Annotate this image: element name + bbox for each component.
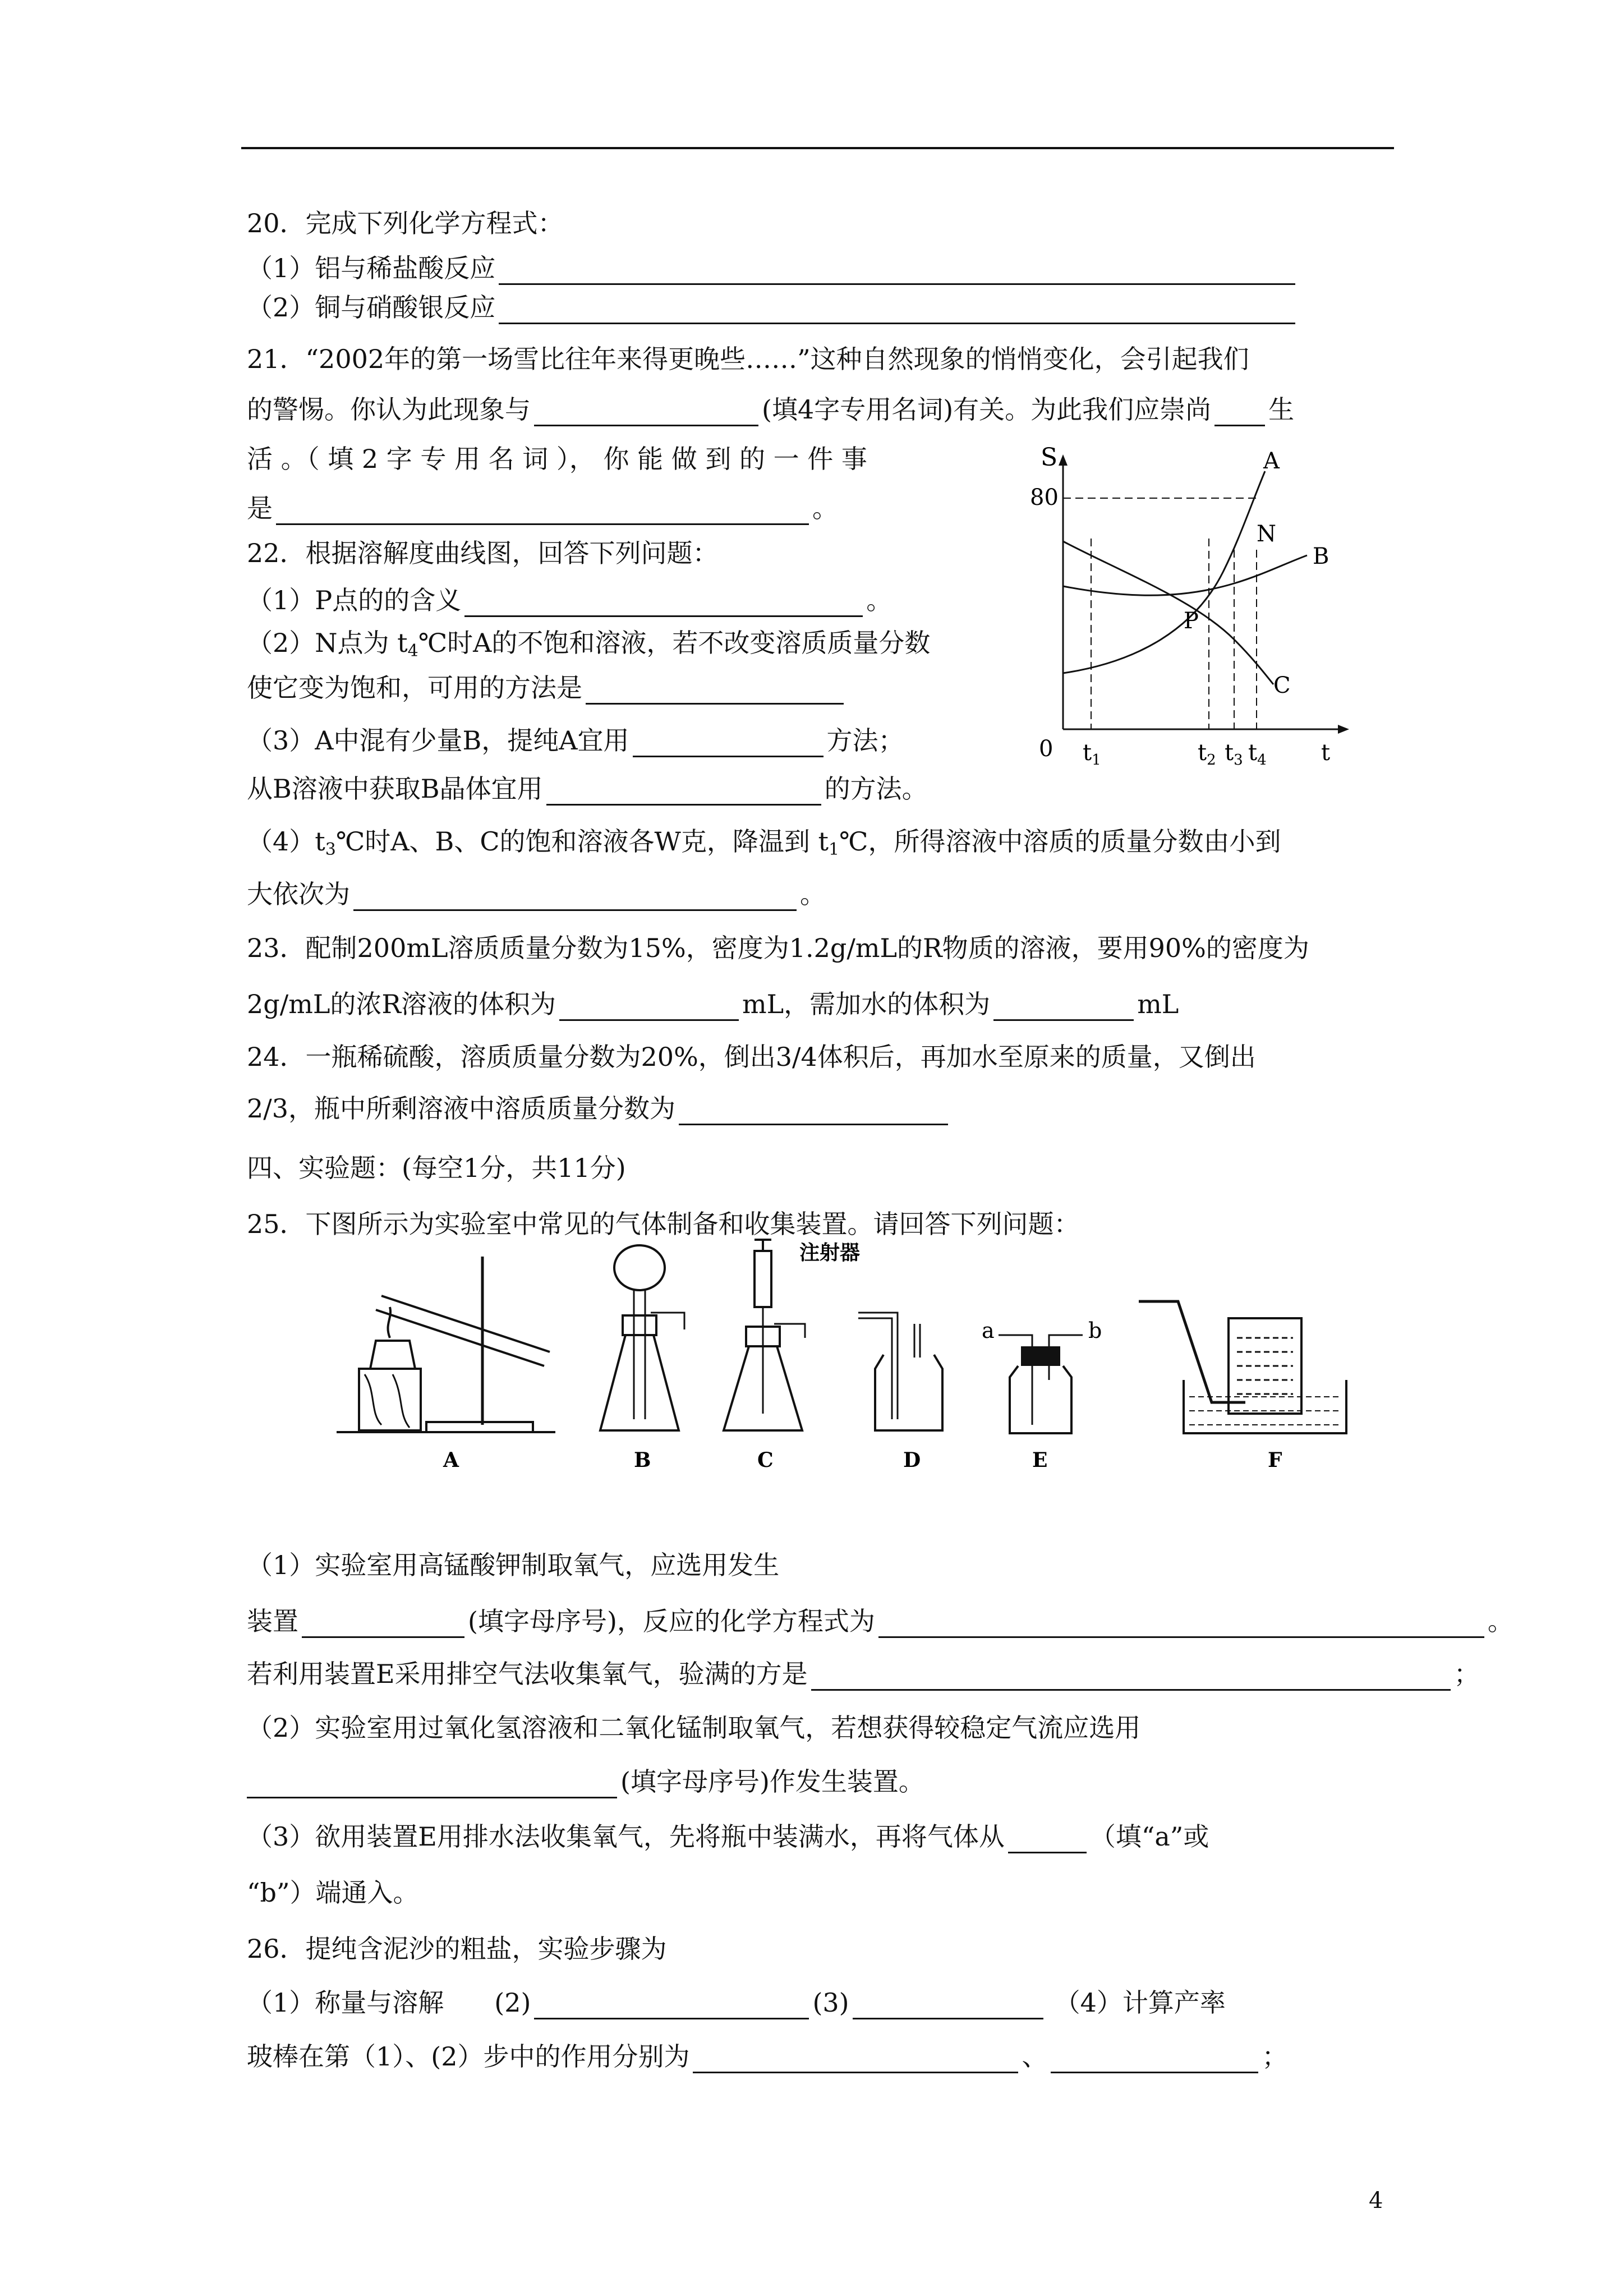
answer-blank[interactable] (811, 1661, 1451, 1691)
q25-part2-cont: (填字母序号)作发生装置。 (247, 1765, 924, 1798)
q20-part1: （1）铝与稀盐酸反应 (247, 251, 1299, 285)
q22-title: 22．根据溶解度曲线图，回答下列问题： (247, 538, 719, 568)
apparatus-label-e: E (1032, 1448, 1048, 1472)
answer-blank[interactable] (534, 1990, 809, 2019)
q22-part2: （2）N点为 $t_4℃$时A的不饱和溶液，若不改变溶质质量分数 (247, 628, 931, 661)
answer-blank[interactable] (878, 1608, 1484, 1638)
q22-part2-cont: 使它变为饱和，可用的方法是 (247, 671, 847, 705)
q25-part1: （1）实验室用高锰酸钾制取氧气，应选用发生 (247, 1550, 780, 1580)
curve-c-label: C (1273, 673, 1291, 698)
tube-label-b: b (1088, 1318, 1102, 1343)
section-4-heading: 四、实验题：(每空1分，共11分) (247, 1153, 626, 1183)
q26-steps: （1）称量与溶解 (2) (3) （4）计算产率 (247, 1986, 1226, 2019)
answer-blank[interactable] (302, 1608, 464, 1638)
apparatus-label-d: D (903, 1448, 921, 1472)
apparatus-e (999, 1335, 1083, 1433)
syringe-label: 注射器 (799, 1241, 861, 1264)
answer-blank[interactable] (276, 495, 809, 525)
q26-rod-usage: 玻棒在第（1）、(2）步中的作用分别为 、 ； (247, 2040, 1287, 2073)
curve-a-label: A (1263, 448, 1280, 474)
curve-c (1063, 541, 1273, 684)
q25-part3-cont: “b”）端通入。 (247, 1878, 419, 1908)
answer-blank[interactable] (546, 776, 821, 806)
q20-part2: （2）铜与硝酸银反应 (247, 291, 1299, 324)
y-axis-arrow (1059, 454, 1068, 466)
apparatus-figure (337, 1234, 1402, 1487)
answer-blank[interactable] (559, 991, 739, 1021)
apparatus-f (1139, 1301, 1346, 1433)
apparatus-label-a: A (443, 1448, 459, 1472)
apparatus-label-f: F (1268, 1448, 1282, 1472)
y-value-80: 80 (1030, 485, 1059, 510)
answer-blank[interactable] (586, 675, 844, 705)
apparatus-label-c: C (757, 1448, 774, 1472)
q22-part4-cont: 大依次为 。 (247, 877, 826, 911)
q26-title: 26．提纯含泥沙的粗盐，实验步骤为 (247, 1934, 667, 1964)
curve-b (1063, 555, 1307, 595)
q21-line2: 的警惕。你认为此现象与 (填4字专用名词)有关。为此我们应崇尚 生 (247, 393, 1294, 426)
answer-blank[interactable] (993, 991, 1134, 1021)
tube-label-a: a (982, 1318, 995, 1343)
answer-blank[interactable] (499, 295, 1295, 324)
answer-blank[interactable] (534, 397, 758, 426)
q22-part3-cont: 从B溶液中获取B晶体宜用 的方法。 (247, 772, 928, 806)
x-axis-arrow (1338, 725, 1349, 734)
tick-t2: $t_2$ (1198, 740, 1216, 769)
curve-b-label: B (1313, 544, 1329, 569)
answer-blank[interactable] (247, 1769, 617, 1798)
point-p-label: P (1184, 608, 1199, 634)
answer-blank[interactable] (633, 728, 823, 757)
apparatus-b (600, 1245, 684, 1430)
q25-part1-check: 若利用装置E采用排空气法收集氧气，验满的方是 ； (247, 1657, 1480, 1691)
apparatus-c (724, 1240, 805, 1430)
page-number: 4 (1369, 2188, 1383, 2214)
answer-blank[interactable] (499, 255, 1295, 285)
apparatus-label-b: B (634, 1448, 651, 1472)
tick-t4: $t_4$ (1248, 740, 1267, 769)
apparatus-a (337, 1257, 555, 1432)
q21-line1: 21．“2002年的第一场雪比往年来得更晚些……”这种自然现象的悄悄变化，会引起我们 (247, 344, 1249, 374)
answer-blank[interactable] (679, 1096, 948, 1125)
apparatus-d (858, 1313, 942, 1430)
y-axis-label: S (1041, 443, 1058, 472)
q22-part4: $(4)t_3℃$时A、B、C的饱和溶液各W克，降温到 $t_1℃$，所得溶液中溶质的质量分数由小到 (247, 826, 1281, 859)
origin-label: 0 (1039, 736, 1053, 762)
q25-part2: （2）实验室用过氧化氢溶液和二氧化锰制取氧气，若想获得较稳定气流应选用 (247, 1713, 1141, 1743)
q25-part3: （3）欲用装置E用排水法收集氧气，先将瓶中装满水，再将气体从 （填“a”或 (247, 1820, 1209, 1853)
q23-line1: 23．配制200mL溶质质量分数为15%，密度为1.2g/mL的R物质的溶液，要用90%的密度为 (247, 933, 1309, 963)
answer-blank[interactable] (1008, 1824, 1087, 1853)
q21-line4: 是 。 (247, 491, 838, 525)
answer-blank[interactable] (353, 881, 797, 911)
solubility-curve-graph (1010, 438, 1369, 785)
q22-part3: （3）A中混有少量B，提纯A宜用 方法； (247, 724, 904, 757)
header-rule (241, 147, 1394, 149)
q20-title: 20．完成下列化学方程式： (247, 208, 564, 238)
answer-blank[interactable] (693, 2044, 1018, 2073)
q23-line2: 2g/mL的浓R溶液的体积为 mL，需加水的体积为 mL (247, 987, 1179, 1021)
answer-blank[interactable] (1214, 397, 1265, 426)
q22-part1: （1）P点的的含义 。 (247, 583, 892, 617)
q25-title: 25．下图所示为实验室中常见的气体制备和收集装置。请回答下列问题： (247, 1209, 1080, 1239)
answer-blank[interactable] (464, 587, 863, 617)
answer-blank[interactable] (853, 1990, 1043, 2019)
x-axis-label: t (1321, 740, 1331, 766)
q21-line3: 活 。（ 填 2 字 专 用 名 词 ）， 你 能 做 到 的 一 件 事 (247, 444, 867, 474)
q25-part1-device: 装置 (填字母序号)，反应的化学方程式为 。 (247, 1604, 1513, 1638)
answer-blank[interactable] (1051, 2044, 1258, 2073)
q24-line2: 2/3，瓶中所剩溶液中溶质质量分数为 (247, 1092, 951, 1125)
point-n-label: N (1257, 521, 1276, 547)
tick-t1: $t_1$ (1083, 740, 1101, 769)
tick-t3: $t_3$ (1225, 740, 1243, 769)
q24-line1: 24．一瓶稀硫酸，溶质质量分数为20%，倒出3/4体积后，再加水至原来的质量，又倒出 (247, 1042, 1256, 1072)
